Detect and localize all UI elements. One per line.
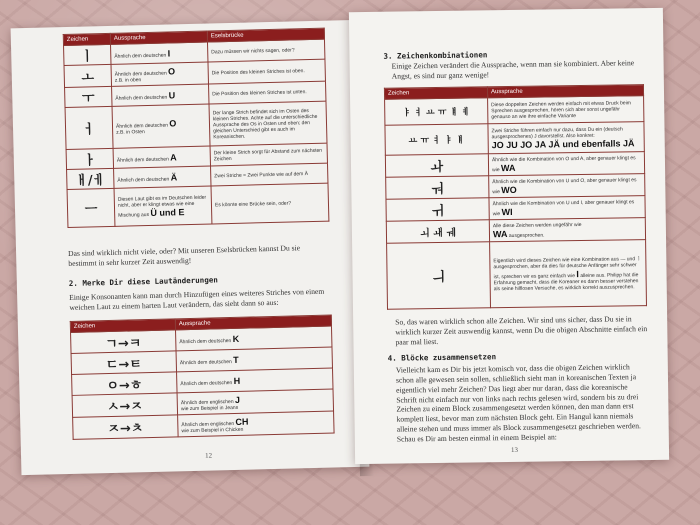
jamo-char: ㅏ: [66, 148, 113, 169]
pronunciation-cell: Ähnlich dem deutschen A: [113, 146, 210, 168]
pronunciation-cell: Ähnlich dem deutschen I: [111, 42, 208, 64]
mnemonic-cell: Es könnte eine Brücke sein, oder?: [211, 183, 329, 224]
jamo-char: ㅘ: [385, 154, 488, 177]
mnemonic-cell: Zwei Striche = Zwei Punkte wie auf dem Ä: [211, 163, 328, 186]
pronunciation-cell: Ähnlich wie die Kombination von U und O, aber genauer klingt es wie WO: [489, 174, 645, 198]
consonant-table-header-zeichen: Zeichen: [70, 319, 175, 333]
mnemonic-cell: Dazu müssen wir nichts sagen, oder?: [207, 39, 324, 62]
jamo-char: ㅐ/ㅔ: [67, 168, 114, 189]
pronunciation-cell: Eigentlich wird dieses Zeichen wie eine Kombination aus — und ㅣ ausgesprochen, aber da dies für deutsche Anfänger sehr schwer ist, sprechen wir es ganz einfach wie I alleine aus. Philipp hat die Erfahrung gemacht, dass die Koreaner es dann besser verstehen als seine hilflosen Versuche, es wirklich korrekt auszusprechen.: [490, 240, 647, 308]
table-row: [67, 183, 329, 227]
jamo-char: ㅚ ㅙ ㅞ: [386, 220, 489, 243]
pronunciation-cell: Alle diese Zeichen werden ungefähr wie WA ausgesprochen.: [489, 218, 645, 242]
paragraph-summary: So, das waren wirklich schon alle Zeichen. Wir sind uns sicher, dass Du sie in wirklich kurzer Zeit auswendig kannst, wenn Du die obigen Abschnitte einfach ein paar mal liest.: [395, 314, 648, 347]
mnemonic-cell: Die Position des kleinen Striches ist unten.: [209, 81, 326, 104]
jamo-char: ㄷ→ㅌ: [71, 351, 176, 375]
paragraph-vowel-summary: Das sind wirklich nicht viele, oder? Mit unseren Eselsbrücken kannst Du sie bestimmt in sehr kurzer Zeit auswendig!: [67, 243, 301, 268]
combination-table-header-zeichen: Zeichen: [384, 87, 487, 99]
pronunciation-cell: Ähnlich dem deutschen K: [176, 326, 332, 351]
table-row: [65, 101, 327, 149]
paragraph-combinations: Einige Zeichen verändert die Aussprache, wenn man sie kombiniert. Aber keine Angst, es sind nur ganz wenige!: [391, 58, 635, 81]
pronunciation-cell: Ähnlich dem englischen J wie zum Beispiel in Jeans: [177, 389, 333, 415]
jamo-char: ㅝ: [386, 176, 489, 199]
pronunciation-cell: Ähnlich dem deutschen H: [177, 368, 333, 393]
left-page: [11, 20, 370, 475]
jamo-char: ㅢ: [387, 242, 491, 309]
jamo-char: ㅈ→ㅊ: [73, 415, 179, 440]
pronunciation-cell: Ähnlich dem deutschen O z.B. in Osten: [112, 104, 210, 148]
jamo-char: ㅜ: [65, 86, 112, 107]
pronunciation-cell: Diese doppelten Zeichen werden einfach mit etwas Druck beim Sprechen ausgesprochen, hören sich aber sonst ungefähr genauso an wie ihre einfache Variante: [488, 96, 644, 124]
page-number-right: 13: [510, 445, 519, 454]
right-page: [349, 8, 669, 464]
consonant-table: [70, 315, 335, 440]
jamo-char: ㄱ→ㅋ: [71, 330, 176, 354]
pronunciation-cell: Zwei Striche führen einfach nur dazu, dass Du ein (deutsch ausgesprochenes) J davorstellst. Also konkret: JO JU JO JA JÄ und ebenfalls JÄ: [488, 122, 644, 154]
pronunciation-cell: Ähnlich dem englischen CH wie zum Beispiel in Chicken: [178, 411, 334, 437]
section-heading-4: 4. Blöcke zusammensetzen: [387, 352, 497, 363]
combination-table-header-aussprache: Aussprache: [487, 85, 643, 98]
section-heading-2: 2. Merke Dir diese Lautänderungen: [68, 275, 218, 288]
jamo-char: ㅟ: [386, 198, 489, 221]
vowel-table-header-aussprache: Aussprache: [110, 31, 207, 44]
pronunciation-cell: Diesen Laut gibt es im Deutschen leider nicht, aber er klingt etwas wie eine Mischung aus Ü und E: [114, 186, 212, 226]
jamo-char: ㅛ ㅠ ㅕ ㅑ ㅒ: [385, 124, 488, 155]
jamo-char: ㅅ→ㅈ: [72, 393, 178, 418]
jamo-char: ㅣ: [64, 44, 111, 65]
vowel-table-header-eselsbruecke: Eselsbrücke: [207, 28, 324, 42]
jamo-char: ㅓ: [65, 106, 113, 149]
table-row: [385, 96, 644, 126]
jamo-char: ㅇ→ㅎ: [72, 372, 177, 396]
consonant-table-header-aussprache: Aussprache: [175, 315, 331, 330]
pronunciation-cell: Ähnlich wie die Kombination von O und A, aber genauer klingt es wie WA: [488, 152, 644, 176]
pronunciation-cell: Ähnlich dem deutschen U: [112, 84, 209, 106]
pronunciation-cell: Ähnlich dem deutschen Ä: [114, 166, 211, 188]
paragraph-sound-changes: Einige Konsonanten kann man durch Hinzufügen eines weiteres Striches von einem weichen Laut zu einem harten Laut verändern, das sieht dann so aus:: [69, 286, 325, 312]
mnemonic-cell: Der lange Strich befindet sich im Osten des kleinen Striches. Achte auf die unterschiedliche Aussprache des Os in Osten und oben; den gleichen Unterschied gibt es auch im Koreanischen.: [209, 101, 327, 146]
table-row: [387, 240, 647, 310]
pronunciation-cell: Ähnlich dem deutschen T: [176, 347, 332, 372]
jamo-char: ㅗ: [64, 64, 112, 87]
jamo-char: ㅡ: [67, 188, 115, 227]
table-row: [385, 122, 644, 156]
mnemonic-cell: Der kleine Strich sorgt für Abstand zum nächsten Zeichen: [210, 143, 327, 166]
vowel-table: [63, 28, 330, 228]
pronunciation-cell: Ähnlich wie die Kombination von U und I, aber genauer klingt es wie WI: [489, 196, 645, 220]
paragraph-blocks: Vielleicht kam es Dir bis jetzt komisch vor, dass die obigen Zeichen wirklich schon alle gewesen sein sollen, schließlich sieht man in koreanischen Texten ja eigentlich viel mehr Zeichen? Das liegt aber nur daran, dass die koreanische Schrift nicht einfach nur von links nach rechts gelesen wird, sondern bis zu drei Zeichen zu einem Block zusammengesetzt werden können, den man dann erst komplett liest, bevor man zum nächsten Block geht. Ein Hangul kann niemals alleine stehen und muss immer als Block zusammengesetzt geschrieben werden. Schau es Dir am besten einmal in einem Beispiel an:: [395, 362, 641, 444]
page-number-left: 12: [204, 451, 213, 460]
combination-table: [384, 84, 647, 310]
section-heading-3: 3. Zeichenkombinationen: [383, 50, 488, 61]
vowel-table-header-zeichen: Zeichen: [63, 33, 110, 45]
pronunciation-cell: Ähnlich dem deutschen O z.B. in oben: [111, 62, 209, 86]
jamo-char: ㅑ ㅕ ㅛ ㅠ ㅒ ㅖ: [385, 98, 488, 125]
mnemonic-cell: Die Position des kleinen Striches ist oben.: [208, 59, 326, 84]
